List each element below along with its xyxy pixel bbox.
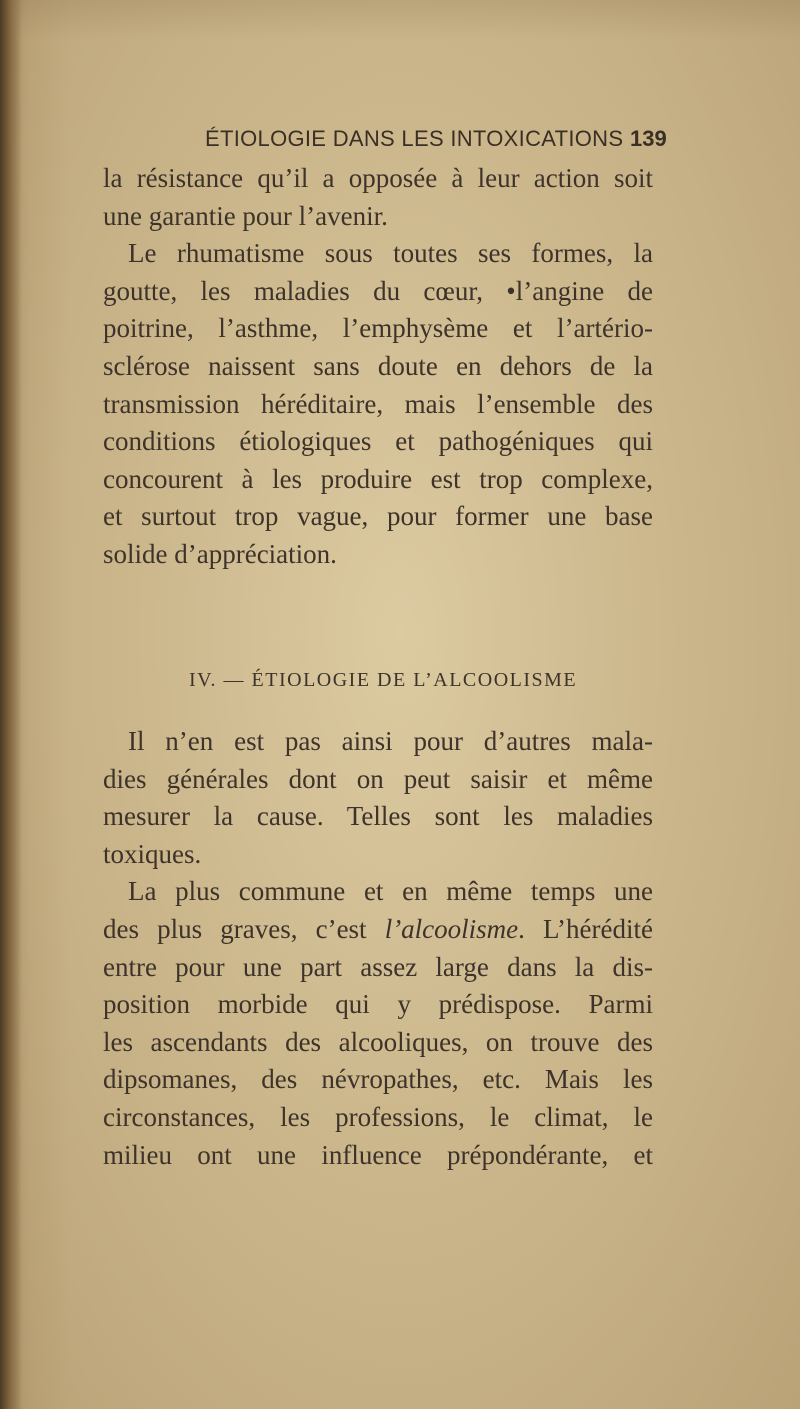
text-line: toxiques. (103, 838, 202, 869)
text-line: et surtout trop vague, pour former une base (103, 501, 653, 532)
text-line: concourent à les produire est trop complexe, (103, 463, 653, 494)
text-line: conditions étiologiques et pathogéniques qui (103, 426, 653, 457)
text-line: sclérose naissent sans doute en dehors de la (103, 350, 653, 381)
text-line: mesurer la cause. Telles sont les maladies (103, 801, 653, 832)
text-line: une garantie pour l’avenir. (103, 200, 388, 231)
emphasized-term: l’alcoolisme (384, 913, 519, 944)
running-head (0, 126, 800, 156)
text-line: Le rhumatisme sous toutes ses formes, la (128, 238, 653, 269)
text-line: solide d’appréciation. (103, 538, 337, 569)
text-segment: . L’hérédité (518, 913, 653, 944)
page-number: 139 (630, 126, 667, 151)
text-line: La plus commune et en même temps une (128, 876, 653, 907)
running-title: ÉTIOLOGIE DANS LES INTOXICATIONS (205, 126, 624, 151)
text-line: goutte, les maladies du cœur, •l’angine de (103, 275, 653, 306)
section-heading: IV. — ÉTIOLOGIE DE L’ALCOOLISME (189, 669, 578, 691)
text-line: position morbide qui y prédispose. Parmi (103, 989, 653, 1020)
text-segment: des plus graves, c’est (103, 913, 385, 944)
text-line: dies générales dont on peut saisir et même (103, 763, 653, 794)
text-line-with-emphasis (103, 911, 653, 949)
text-line: poitrine, l’asthme, l’emphysème et l’artério- (103, 313, 653, 344)
text-line: milieu ont une influence prépondérante, et (103, 1139, 653, 1170)
text-line: circonstances, les professions, le climat, le (103, 1101, 653, 1132)
text-line: entre pour une part assez large dans la dis- (103, 951, 653, 982)
text-line: Il n’en est pas ainsi pour d’autres mala- (128, 726, 653, 756)
text-line: transmission héréditaire, mais l’ensemble des (103, 388, 653, 419)
text-line: dipsomanes, des névropathes, etc. Mais les (103, 1064, 653, 1095)
paragraph-block-alcoholism (103, 723, 653, 1174)
text-line: les ascendants des alcooliques, on trouve des (103, 1026, 653, 1057)
paragraph-block-intro (103, 160, 653, 574)
text-line: la résistance qu’il a opposée à leur action soit (103, 163, 653, 193)
